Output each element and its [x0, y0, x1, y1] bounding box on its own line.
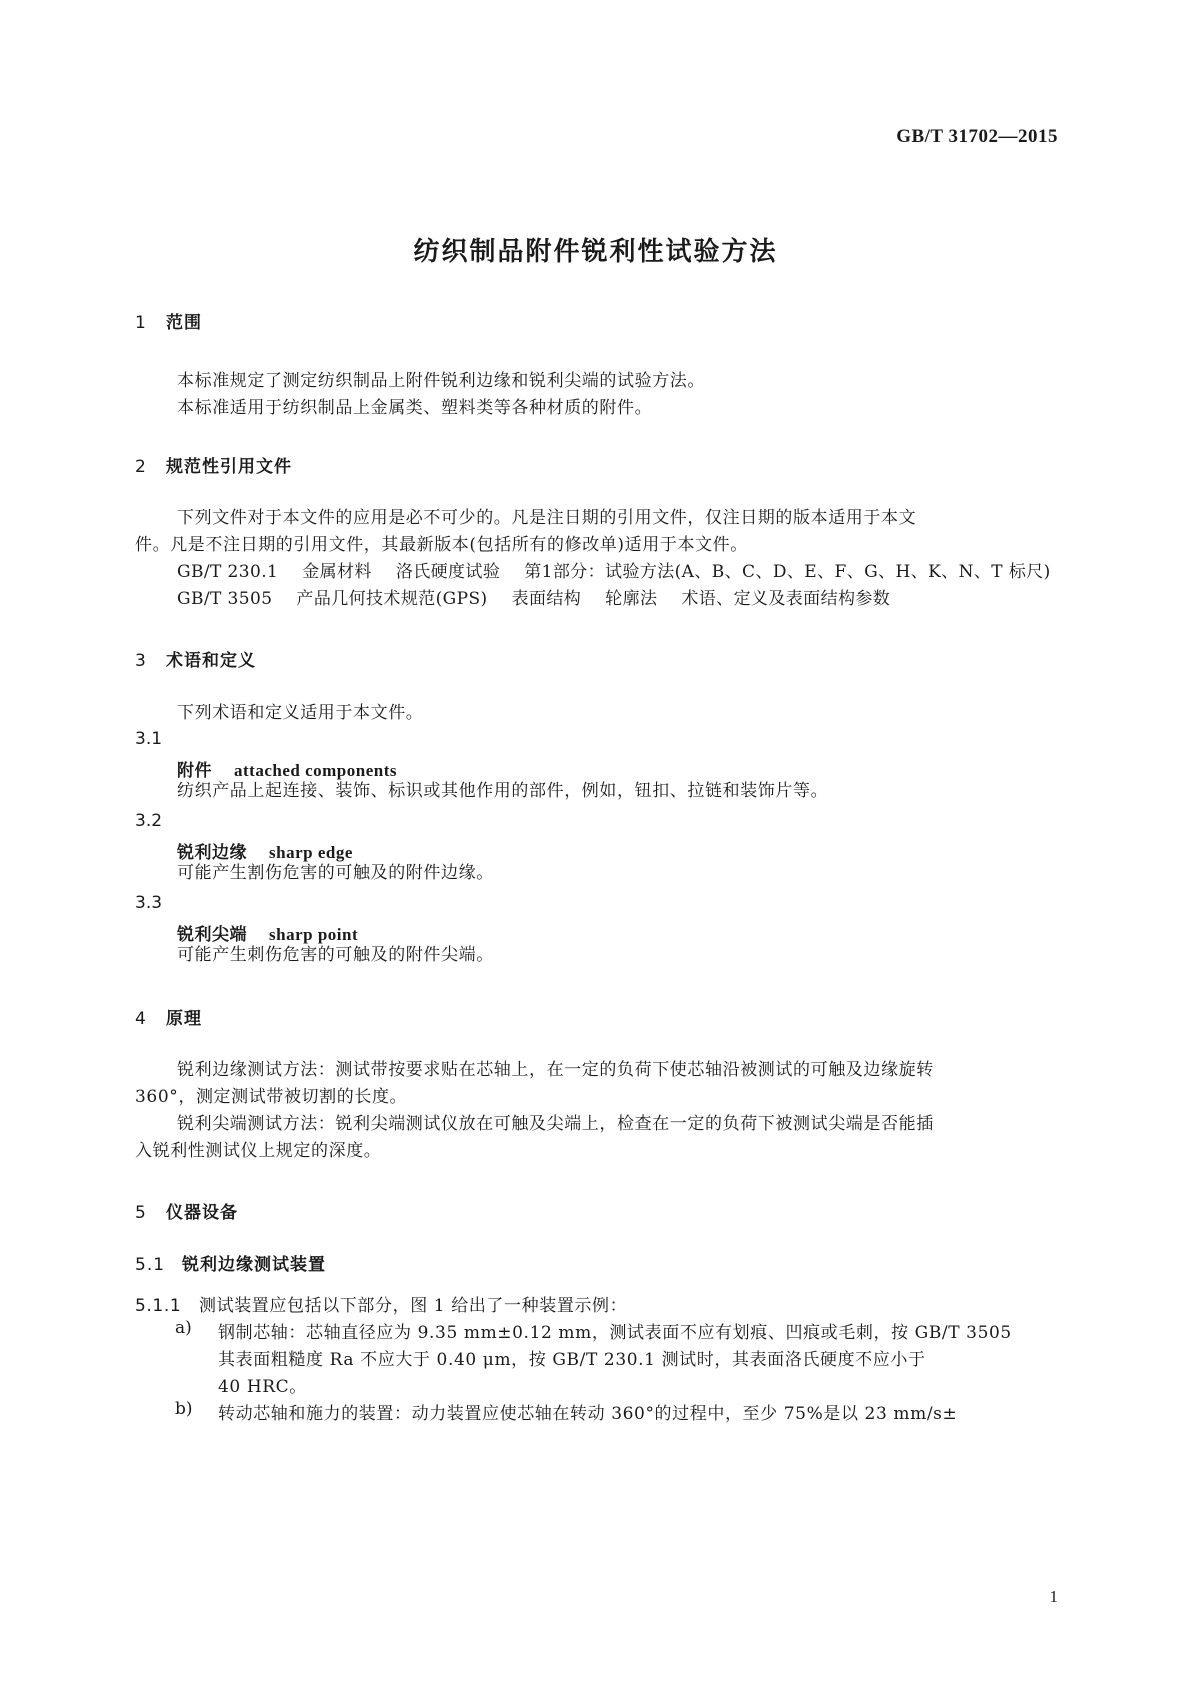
normative-reference-2: [177, 586, 890, 613]
standard-number: GB/T 31702—2015: [896, 126, 1058, 147]
reference-code: GB/T 3505: [177, 589, 273, 609]
section-3-heading: [135, 646, 256, 671]
paragraph-line: 锐利边缘测试方法：测试带按要求贴在芯轴上，在一定的负荷下使芯轴沿被测试的可触及边缘旋转: [177, 1060, 934, 1080]
section-2-heading: [135, 452, 292, 477]
list-item-label: b): [175, 1399, 193, 1419]
paragraph: 本标准适用于纺织制品上金属类、塑料类等各种材质的附件。: [177, 398, 653, 418]
reference-title-part: 第1部分：试验方法(A、B、C、D、E、F、G、H、K、N、T 标尺): [524, 562, 1051, 582]
normative-reference-1: [177, 559, 1051, 586]
reference-title-part: 术语、定义及表面结构参数: [681, 589, 891, 609]
reference-title-part: 洛氏硬度试验: [395, 562, 501, 582]
section-number: 4: [135, 1009, 147, 1029]
paragraph: 下列术语和定义适用于本文件。: [177, 703, 424, 723]
term-number: 3.2: [135, 811, 163, 831]
paragraph-line: 入锐利性测试仪上规定的深度。: [135, 1141, 382, 1161]
reference-title-part: 轮廓法: [605, 589, 658, 609]
list-item-line: 钢制芯轴：芯轴直径应为 9.35 mm±0.12 mm，测试表面不应有划痕、凹痕或毛刺，按 GB/T 3505: [218, 1323, 1012, 1343]
section-number: 5: [135, 1203, 147, 1223]
term-zh: 锐利边缘: [177, 843, 247, 863]
section-number: 2: [135, 457, 147, 477]
term-definition: 可能产生刺伤危害的可触及的附件尖端。: [177, 945, 494, 965]
clause-text: 测试装置应包括以下部分，图 1 给出了一种装置示例：: [199, 1296, 628, 1316]
paragraph-line: 下列文件对于本文件的应用是必不可少的。凡是注日期的引用文件，仅注日期的版本适用于本文: [177, 508, 917, 528]
term-definition: 可能产生割伤危害的可触及的附件边缘。: [177, 863, 494, 883]
subsection-5-1-heading: [135, 1250, 326, 1275]
document-title: 纺织制品附件锐利性试验方法: [413, 237, 778, 267]
term-en: attached components: [234, 761, 397, 780]
term-definition: 纺织产品上起连接、装饰、标识或其他作用的部件，例如，钮扣、拉链和装饰片等。: [177, 781, 829, 801]
term-en: sharp point: [269, 925, 359, 944]
list-item-label: a): [175, 1318, 192, 1338]
section-title: 范围: [166, 313, 202, 333]
section-title: 规范性引用文件: [166, 457, 292, 477]
section-number: 1: [135, 313, 147, 333]
paragraph: 本标准规定了测定纺织制品上附件锐利边缘和锐利尖端的试验方法。: [177, 371, 705, 391]
clause-5-1-1: [135, 1291, 627, 1316]
section-title: 术语和定义: [166, 651, 256, 671]
term-zh: 锐利尖端: [177, 925, 247, 945]
term-zh: 附件: [177, 761, 212, 781]
list-item-line: 40 HRC。: [218, 1377, 307, 1397]
section-1-heading: [135, 308, 202, 333]
section-5-heading: [135, 1198, 238, 1223]
section-number: 3: [135, 651, 147, 671]
list-item-line: 转动芯轴和施力的装置：动力装置应使芯轴在转动 360°的过程中，至少 75%是以 23 mm/s±: [218, 1404, 958, 1424]
subsection-title: 锐利边缘测试装置: [182, 1255, 326, 1275]
paragraph-line: 件。凡是不注日期的引用文件，其最新版本(包括所有的修改单)适用于本文件。: [135, 535, 748, 555]
section-title: 原理: [166, 1009, 202, 1029]
paragraph-line: 锐利尖端测试方法：锐利尖端测试仪放在可触及尖端上，检查在一定的负荷下被测试尖端是否能插: [177, 1114, 934, 1134]
clause-number: 5.1.1: [135, 1296, 182, 1316]
section-4-heading: [135, 1004, 202, 1029]
list-item-line: 其表面粗糙度 Ra 不应大于 0.40 μm，按 GB/T 230.1 测试时，其表面洛氏硬度不应小于: [218, 1350, 926, 1370]
term-number: 3.1: [135, 729, 163, 749]
page-number: 1: [1049, 1587, 1058, 1606]
term-en: sharp edge: [269, 843, 353, 862]
reference-title-part: 金属材料: [302, 562, 372, 582]
subsection-number: 5.1: [135, 1255, 166, 1275]
reference-title-part: 产品几何技术规范(GPS): [296, 589, 488, 609]
reference-code: GB/T 230.1: [177, 562, 279, 582]
term-number: 3.3: [135, 893, 163, 913]
paragraph-line: 360°，测定测试带被切割的长度。: [135, 1087, 408, 1107]
section-title: 仪器设备: [166, 1203, 238, 1223]
reference-title-part: 表面结构: [511, 589, 582, 609]
